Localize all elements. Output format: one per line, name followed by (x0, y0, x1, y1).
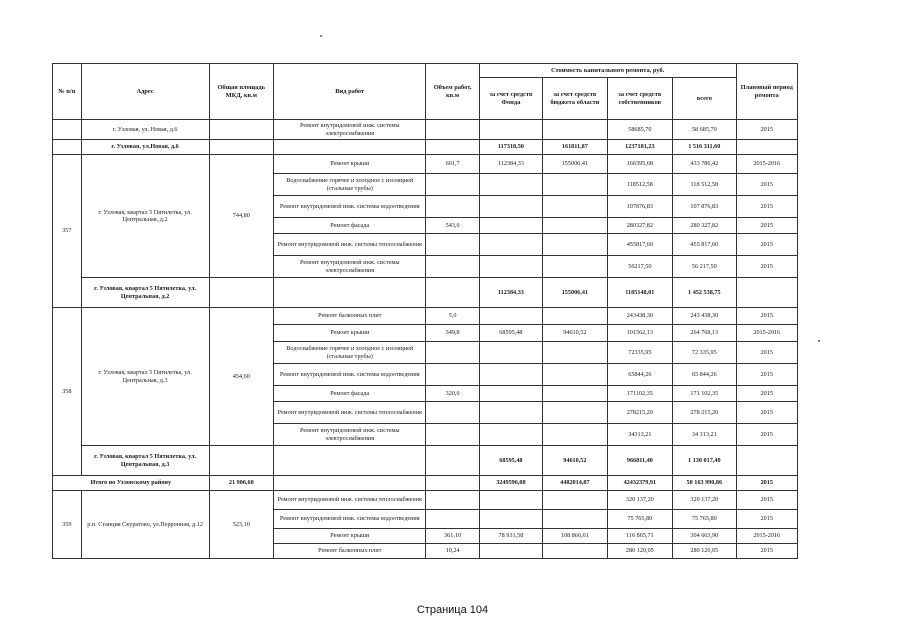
fund-cell (479, 402, 542, 424)
row-number: 357 (53, 155, 82, 308)
fund-cell (479, 174, 542, 196)
scan-speck (320, 35, 322, 37)
region-cell (543, 308, 607, 325)
total-cell: 320 137,20 (673, 491, 736, 510)
col-header-area: Общая площадь МКД, кв.м (209, 64, 273, 120)
subtotal-total: 1 516 311,60 (673, 140, 736, 155)
region-cell (543, 174, 607, 196)
col-header-address: Адрес (81, 64, 209, 120)
table-row (53, 155, 798, 174)
owners-cell: 455817,60 (607, 234, 672, 256)
volume-cell: 543,6 (426, 218, 479, 234)
subtotal-address: г. Узловая, квартал 5 Пятилетка, ул. Центральная, д.2 (81, 278, 209, 308)
total-cell: 58 685,70 (673, 120, 736, 140)
work-cell: Ремонт крыши (274, 529, 426, 544)
owners-cell: 280 120,05 (607, 544, 672, 559)
region-cell (543, 424, 607, 446)
fund-cell (479, 218, 542, 234)
region-cell (543, 544, 607, 559)
period-cell: 2015 (736, 234, 797, 256)
period-cell: 2015 (736, 342, 797, 364)
volume-cell (426, 402, 479, 424)
work-cell: Ремонт внутридомовой инж. системы водоотведения (274, 510, 426, 529)
owners-cell: 75 765,80 (607, 510, 672, 529)
period-cell: 2015 (736, 120, 797, 140)
total-cell: 278 215,20 (673, 402, 736, 424)
work-cell: Ремонт балконных плит (274, 308, 426, 325)
subtotal-row (53, 278, 798, 308)
region-cell (543, 402, 607, 424)
subtotal-owners: 966811,40 (607, 446, 672, 476)
period-cell: 2015 (736, 386, 797, 402)
volume-cell (426, 364, 479, 386)
work-cell: Ремонт балконных плит (274, 544, 426, 559)
fund-cell (479, 308, 542, 325)
owners-cell: 34313,21 (607, 424, 672, 446)
fund-cell (479, 364, 542, 386)
region-cell (543, 256, 607, 278)
owners-cell: 107876,83 (607, 196, 672, 218)
volume-cell: 5,0 (426, 308, 479, 325)
subtotal-fund: 68595,48 (479, 446, 542, 476)
period-cell: 2015-2016 (736, 155, 797, 174)
subtotal-fund: 117318,50 (479, 140, 542, 155)
header-row (53, 64, 798, 78)
region-cell: 155006,41 (543, 155, 607, 174)
address-cell: р.п. Станция Скуратово, ул.Перронная, д.12 (81, 491, 209, 559)
owners-cell: 72335,95 (607, 342, 672, 364)
fund-cell (479, 196, 542, 218)
total-cell: 280 327,82 (673, 218, 736, 234)
total-cell: 65 844,26 (673, 364, 736, 386)
owners-cell: 278215,20 (607, 402, 672, 424)
region-cell (543, 510, 607, 529)
subtotal-total: 1 130 017,40 (673, 446, 736, 476)
owners-cell: 166395,68 (607, 155, 672, 174)
owners-cell: 116 865,71 (607, 529, 672, 544)
period-cell: 2015-2016 (736, 325, 797, 342)
col-header-region: за счет средств бюджета области (543, 78, 607, 120)
volume-cell: 601,7 (426, 155, 479, 174)
address-cell: г. Узловая, ул. Новая, д.6 (81, 120, 209, 140)
fund-cell: 78 931,58 (479, 529, 542, 544)
col-header-num: № п/п (53, 64, 82, 120)
period-cell: 2015-2016 (736, 529, 797, 544)
work-cell: Ремонт внутридомовой инж. системы теплоснабжения (274, 491, 426, 510)
row-number: 359 (53, 491, 82, 559)
work-cell: Ремонт внутридомовой инж. системы водоотведения (274, 364, 426, 386)
address-cell: г. Узловая, квартал 5 Пятилетка, ул. Центральная, д.2 (81, 155, 209, 278)
volume-cell (426, 424, 479, 446)
owners-cell: 56217,50 (607, 256, 672, 278)
district-total-label: Итого по Узловскому району (53, 476, 210, 491)
district-total-period: 2015 (736, 476, 797, 491)
owners-cell: 320 137,20 (607, 491, 672, 510)
work-cell: Водоснабжение горячее и холодное с изоляцией (стальные трубы) (274, 342, 426, 364)
period-cell: 2015 (736, 544, 797, 559)
subtotal-owners: 1237181,23 (607, 140, 672, 155)
fund-cell (479, 234, 542, 256)
period-cell: 2015 (736, 491, 797, 510)
work-cell: Ремонт внутридомовой инж. системы электроснабжения (274, 424, 426, 446)
total-cell: 171 102,35 (673, 386, 736, 402)
volume-cell: 10,24 (426, 544, 479, 559)
district-total-fund: 3249596,08 (479, 476, 542, 491)
period-cell: 2015 (736, 364, 797, 386)
subtotal-region: 94610,52 (543, 446, 607, 476)
total-cell: 243 438,30 (673, 308, 736, 325)
district-total-owners: 42432379,91 (607, 476, 672, 491)
fund-cell (479, 256, 542, 278)
col-header-owners: за счет средств собственников (607, 78, 672, 120)
region-cell: 108 866,61 (543, 529, 607, 544)
volume-cell (426, 234, 479, 256)
district-total-area: 21 906,60 (209, 476, 273, 491)
col-header-volume: Объем работ, кв.м (426, 64, 479, 120)
fund-cell (479, 510, 542, 529)
fund-cell (479, 544, 542, 559)
total-cell: 118 512,58 (673, 174, 736, 196)
address-cell: г. Узловая, квартал 5 Пятилетка, ул. Центральная, д.3 (81, 308, 209, 446)
owners-cell: 171102,35 (607, 386, 672, 402)
volume-cell (426, 510, 479, 529)
volume-cell (426, 342, 479, 364)
table-row (53, 120, 798, 140)
subtotal-row (53, 140, 798, 155)
work-cell: Ремонт внутридомовой инж. системы электроснабжения (274, 256, 426, 278)
area-cell: 523,10 (209, 491, 273, 559)
period-cell: 2015 (736, 308, 797, 325)
area-cell: 744,80 (209, 155, 273, 278)
total-cell: 56 217,50 (673, 256, 736, 278)
owners-cell: 58685,70 (607, 120, 672, 140)
region-cell (543, 491, 607, 510)
total-cell: 304 663,90 (673, 529, 736, 544)
period-cell: 2015 (736, 218, 797, 234)
fund-cell (479, 342, 542, 364)
period-cell: 2015 (736, 510, 797, 529)
period-cell: 2015 (736, 256, 797, 278)
table-row (53, 491, 798, 510)
total-cell: 433 786,42 (673, 155, 736, 174)
work-cell: Ремонт внутридомовой инж. системы водоотведения (274, 196, 426, 218)
table-row (53, 308, 798, 325)
subtotal-row (53, 446, 798, 476)
volume-cell: 320,6 (426, 386, 479, 402)
total-cell: 280 120,05 (673, 544, 736, 559)
work-cell: Водоснабжение горячее и холодное с изоляцией (стальные трубы) (274, 174, 426, 196)
col-header-fund: за счет средств Фонда (479, 78, 542, 120)
capital-repair-table (52, 63, 798, 559)
scan-speck (818, 340, 820, 342)
total-cell: 34 313,21 (673, 424, 736, 446)
region-cell (543, 218, 607, 234)
subtotal-owners: 1185148,01 (607, 278, 672, 308)
region-cell (543, 234, 607, 256)
district-total-region: 4482014,87 (543, 476, 607, 491)
area-cell: 454,60 (209, 308, 273, 446)
volume-cell (426, 196, 479, 218)
total-cell: 455 817,60 (673, 234, 736, 256)
total-cell: 107 876,83 (673, 196, 736, 218)
region-cell: 94610,52 (543, 325, 607, 342)
fund-cell (479, 491, 542, 510)
region-cell (543, 364, 607, 386)
col-header-work: Вид работ (274, 64, 426, 120)
period-cell: 2015 (736, 196, 797, 218)
work-cell: Ремонт фасада (274, 386, 426, 402)
owners-cell: 280327,82 (607, 218, 672, 234)
region-cell (543, 386, 607, 402)
col-header-total: всего (673, 78, 736, 120)
work-cell: Ремонт крыши (274, 155, 426, 174)
subtotal-total: 1 452 538,75 (673, 278, 736, 308)
fund-cell (479, 424, 542, 446)
district-total-row (53, 476, 798, 491)
volume-cell (426, 174, 479, 196)
total-cell: 72 335,95 (673, 342, 736, 364)
fund-cell (479, 386, 542, 402)
work-cell: Ремонт фасада (274, 218, 426, 234)
col-header-cost-group: Стоимость капитального ремонта, руб. (479, 64, 736, 78)
subtotal-region: 161811,87 (543, 140, 607, 155)
owners-cell: 101562,13 (607, 325, 672, 342)
volume-cell: 361,10 (426, 529, 479, 544)
region-cell (543, 342, 607, 364)
volume-cell: 349,8 (426, 325, 479, 342)
work-cell: Ремонт крыши (274, 325, 426, 342)
total-cell: 75 765,80 (673, 510, 736, 529)
period-cell: 2015 (736, 174, 797, 196)
subtotal-region: 155006,41 (543, 278, 607, 308)
fund-cell: 112384,33 (479, 155, 542, 174)
owners-cell: 243438,30 (607, 308, 672, 325)
district-total-total: 50 163 990,86 (673, 476, 736, 491)
owners-cell: 65844,26 (607, 364, 672, 386)
row-number: 358 (53, 308, 82, 476)
subtotal-address: г. Узловая, ул.Новая, д.6 (81, 140, 209, 155)
volume-cell (426, 491, 479, 510)
subtotal-fund: 112384,33 (479, 278, 542, 308)
period-cell: 2015 (736, 402, 797, 424)
work-cell: Ремонт внутридомовой инж. системы электроснабжения (274, 120, 426, 140)
owners-cell: 118512,58 (607, 174, 672, 196)
fund-cell: 68595,48 (479, 325, 542, 342)
volume-cell (426, 256, 479, 278)
subtotal-address: г. Узловая, квартал 5 Пятилетка, ул. Центральная, д.3 (81, 446, 209, 476)
work-cell: Ремонт внутридомовой инж. системы теплоснабжения (274, 234, 426, 256)
period-cell: 2015 (736, 424, 797, 446)
total-cell: 264 768,13 (673, 325, 736, 342)
work-cell: Ремонт внутридомовой инж. системы теплоснабжения (274, 402, 426, 424)
col-header-period: Плановый период ремонта (736, 64, 797, 120)
region-cell (543, 196, 607, 218)
page-number: Страница 104 (416, 604, 489, 616)
